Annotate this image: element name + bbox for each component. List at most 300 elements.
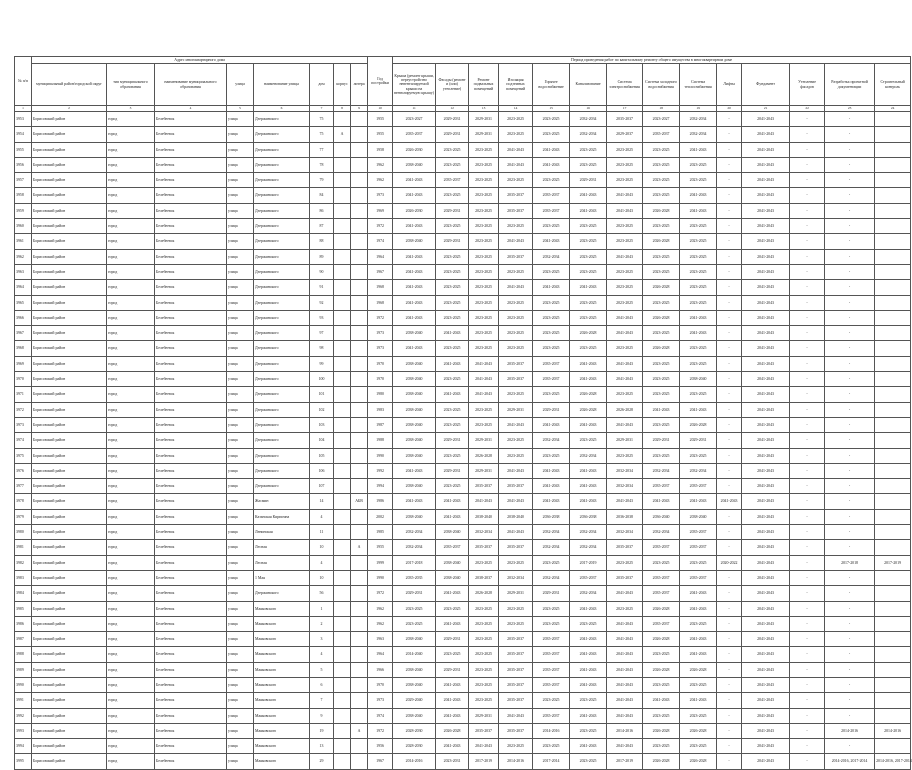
table-cell: 3983 xyxy=(15,570,32,585)
table-cell: 2002 xyxy=(368,509,393,524)
table-cell xyxy=(334,387,351,402)
table-cell: 3990 xyxy=(15,677,32,692)
col-number: 2 xyxy=(32,106,107,112)
table-cell: - xyxy=(717,203,742,218)
table-cell: Борисовский район xyxy=(32,280,107,295)
table-cell: Борисовский район xyxy=(32,142,107,157)
table-cell xyxy=(334,280,351,295)
col-header: Крыша (ремонт крыши, переустройство невентилируемой крыши на вентилируемую крышу) xyxy=(393,64,436,106)
table-cell: - xyxy=(790,570,825,585)
table-row xyxy=(15,494,911,509)
table-cell: 2023-2025 xyxy=(533,264,570,279)
table-cell: 14 xyxy=(310,494,334,509)
table-cell: Лесная xyxy=(254,555,310,570)
table-cell xyxy=(334,754,351,769)
table-cell: Дзержинского xyxy=(254,173,310,188)
table-cell: 2023-2025 xyxy=(436,417,469,432)
table-cell: 1973 xyxy=(368,326,393,341)
table-cell: улица xyxy=(227,739,254,754)
table-cell: Дзержинского xyxy=(254,203,310,218)
table-cell: - xyxy=(717,433,742,448)
table-cell: - xyxy=(790,525,825,540)
table-cell xyxy=(875,280,911,295)
table-cell xyxy=(351,693,368,708)
table-cell: 2023-2025 xyxy=(469,203,499,218)
table-cell xyxy=(351,341,368,356)
col-number: 18 xyxy=(643,106,680,112)
table-cell: 1990 xyxy=(368,448,393,463)
table-cell: Маяковского xyxy=(254,708,310,723)
table-cell: 2041-2043 xyxy=(570,647,607,662)
table-cell: 2023-2025 xyxy=(469,402,499,417)
table-cell: Борисовский район xyxy=(32,295,107,310)
table-cell: 2041-2043 xyxy=(570,739,607,754)
table-cell: - xyxy=(790,708,825,723)
table-cell: - xyxy=(825,173,875,188)
table-cell: 2038-2040 xyxy=(393,387,436,402)
table-cell: 2017-2019 xyxy=(607,754,643,769)
col-number: 19 xyxy=(680,106,717,112)
table-cell: - xyxy=(717,601,742,616)
table-cell xyxy=(875,632,911,647)
table-cell: 2035-2037 xyxy=(643,570,680,585)
table-cell: 2023-2025 xyxy=(469,601,499,616)
table-cell: улица xyxy=(227,601,254,616)
table-cell: улица xyxy=(227,570,254,585)
table-cell: Маяковского xyxy=(254,677,310,692)
table-cell: 2041-2043 xyxy=(742,142,790,157)
table-cell: 2029-2031 xyxy=(436,234,469,249)
table-cell xyxy=(875,570,911,585)
table-cell: 2036-2040 xyxy=(643,509,680,524)
table-cell xyxy=(875,739,911,754)
table-cell: - xyxy=(717,249,742,264)
table-cell xyxy=(334,708,351,723)
table-cell xyxy=(875,586,911,601)
table-cell: 2023-2025 xyxy=(533,310,570,325)
table-cell: Белебеевск xyxy=(155,525,227,540)
col-header: Система холодного водоснабжения xyxy=(643,64,680,106)
table-cell: 2035-2037 xyxy=(643,127,680,142)
table-cell: 2023-2025 xyxy=(533,341,570,356)
table-cell: 2023-2025 xyxy=(607,341,643,356)
table-cell: Борисовский район xyxy=(32,219,107,234)
table-cell: 2029-2037 xyxy=(607,127,643,142)
table-cell: 3974 xyxy=(15,433,32,448)
table-cell: - xyxy=(825,127,875,142)
table-cell: 2023-2025 xyxy=(533,295,570,310)
col-number: 13 xyxy=(469,106,499,112)
table-cell xyxy=(334,739,351,754)
table-cell: улица xyxy=(227,295,254,310)
table-cell: 2041-2043 xyxy=(643,494,680,509)
table-cell: Белебеевск xyxy=(155,219,227,234)
table-cell: Дзержинского xyxy=(254,264,310,279)
table-cell: 2023-2025 xyxy=(680,708,717,723)
table-cell: - xyxy=(825,632,875,647)
table-cell: Дзержинского xyxy=(254,219,310,234)
table-cell: 2032-2034 xyxy=(607,525,643,540)
table-cell: Белебеевск xyxy=(155,356,227,371)
table-cell: 2032-2034 xyxy=(643,525,680,540)
table-cell: 2026-2030 xyxy=(393,203,436,218)
table-cell: 2023-2025 xyxy=(680,616,717,631)
table-cell: 2035-2037 xyxy=(533,632,570,647)
table-row xyxy=(15,754,911,769)
table-cell: 2023-2025 xyxy=(499,616,533,631)
table-cell: 2023-2025 xyxy=(607,601,643,616)
table-cell: 10 xyxy=(310,570,334,585)
table-cell: - xyxy=(825,372,875,387)
table-cell: 2041-2043 xyxy=(680,326,717,341)
table-cell: 2035-2037 xyxy=(680,479,717,494)
table-cell: 2017-2014 xyxy=(533,754,570,769)
table-cell: улица xyxy=(227,677,254,692)
table-cell: Белебеевск xyxy=(155,677,227,692)
table-cell: 2026-2028 xyxy=(570,326,607,341)
table-cell: - xyxy=(825,326,875,341)
table-cell: 2023-2025 xyxy=(533,739,570,754)
table-cell: Белебеевск xyxy=(155,417,227,432)
table-cell xyxy=(334,310,351,325)
table-cell xyxy=(875,203,911,218)
table-cell: 2032-2034 xyxy=(570,112,607,127)
table-cell: Белебеевск xyxy=(155,739,227,754)
table-cell: Дзержинского xyxy=(254,448,310,463)
table-cell: 3964 xyxy=(15,280,32,295)
table-cell: Борисовский район xyxy=(32,509,107,524)
table-cell: город xyxy=(107,647,155,662)
table-cell: Белебеевск xyxy=(155,280,227,295)
table-cell: улица xyxy=(227,586,254,601)
table-cell: 105 xyxy=(310,448,334,463)
table-cell: 2041-2043 xyxy=(742,662,790,677)
table-cell: город xyxy=(107,677,155,692)
table-cell: 2014-2016, 2017-2014 xyxy=(825,754,875,769)
table-cell: 2041-2043 xyxy=(570,463,607,478)
table-cell: - xyxy=(825,647,875,662)
table-cell xyxy=(351,142,368,157)
table-cell: 2023-2025 xyxy=(607,555,643,570)
table-cell: 2041-2043 xyxy=(742,112,790,127)
table-cell: 2041-2043 xyxy=(469,739,499,754)
table-cell: 2023-2025 xyxy=(643,372,680,387)
col-header: тип муниципального образования xyxy=(107,64,155,106)
header-group-row xyxy=(15,57,911,64)
table-cell: 2023-2025 xyxy=(499,173,533,188)
col-header: Ремонт подвальных помещений xyxy=(469,64,499,106)
col-number: 21 xyxy=(742,106,790,112)
table-cell: 3977 xyxy=(15,479,32,494)
table-cell: - xyxy=(717,219,742,234)
table-cell xyxy=(351,310,368,325)
table-cell: улица xyxy=(227,341,254,356)
table-cell: 2023-2025 xyxy=(680,264,717,279)
table-row xyxy=(15,142,911,157)
table-row xyxy=(15,601,911,616)
table-cell: - xyxy=(825,295,875,310)
table-row xyxy=(15,433,911,448)
table-cell xyxy=(875,372,911,387)
table-cell: город xyxy=(107,662,155,677)
table-cell: 2038-2040 xyxy=(393,326,436,341)
table-cell: 2041-2043 xyxy=(570,203,607,218)
table-cell: улица xyxy=(227,540,254,555)
table-cell: 92 xyxy=(310,295,334,310)
table-cell: 2035-2037 xyxy=(533,647,570,662)
table-cell: 1963 xyxy=(368,632,393,647)
table-cell: Белебеевск xyxy=(155,127,227,142)
table-cell: 2023-2025 xyxy=(469,310,499,325)
table-cell: 2041-2043 xyxy=(436,616,469,631)
table-cell: 6 xyxy=(310,677,334,692)
table-cell: 2032-2034 xyxy=(393,525,436,540)
col-header: дом xyxy=(310,64,334,106)
table-row xyxy=(15,372,911,387)
table-cell: улица xyxy=(227,356,254,371)
table-cell: город xyxy=(107,433,155,448)
table-cell: - xyxy=(717,127,742,142)
table-cell: 2023-2025 xyxy=(570,219,607,234)
table-row xyxy=(15,112,911,127)
table-cell: 2041-2043 xyxy=(742,601,790,616)
table-cell: 2038-2040 xyxy=(393,479,436,494)
table-cell: 2026-2028 xyxy=(643,203,680,218)
table-cell: 2023-2025 xyxy=(680,739,717,754)
table-cell: - xyxy=(790,173,825,188)
col-number: 3 xyxy=(107,106,155,112)
table-cell: 1988 xyxy=(368,433,393,448)
table-cell xyxy=(334,356,351,371)
col-header: Строительный контроль xyxy=(875,64,911,106)
table-cell: город xyxy=(107,479,155,494)
table-cell: 2028-2030 xyxy=(393,723,436,738)
table-cell: 2029-2031 xyxy=(393,586,436,601)
table-cell xyxy=(875,494,911,509)
table-cell: Дзержинского xyxy=(254,157,310,172)
table-cell xyxy=(334,157,351,172)
table-cell: 2038-2040 xyxy=(393,632,436,647)
table-cell: - xyxy=(790,341,825,356)
table-cell: 100 xyxy=(310,372,334,387)
table-cell xyxy=(334,570,351,585)
table-cell: - xyxy=(790,356,825,371)
table-cell: 2023-2025 xyxy=(499,295,533,310)
table-cell xyxy=(334,479,351,494)
table-cell: 2023-2025 xyxy=(607,219,643,234)
table-cell xyxy=(875,662,911,677)
table-cell: Белебеевск xyxy=(155,754,227,769)
table-cell: 2026-2028 xyxy=(643,662,680,677)
col-header: Фасады (ремонт и (или) утепление) xyxy=(436,64,469,106)
table-cell: 2023-2025 xyxy=(469,142,499,157)
table-row xyxy=(15,739,911,754)
table-cell: 2035-2037 xyxy=(499,372,533,387)
col-header: Утепление фасадов xyxy=(790,64,825,106)
table-cell xyxy=(875,540,911,555)
table-cell: 2041-2043 xyxy=(607,188,643,203)
table-cell: 2026-2030 xyxy=(393,142,436,157)
table-cell: город xyxy=(107,509,155,524)
table-cell: 2038-2040 xyxy=(393,662,436,677)
col-number: 17 xyxy=(607,106,643,112)
table-cell: 2023-2025 xyxy=(680,341,717,356)
table-cell: - xyxy=(825,142,875,157)
table-cell: 2014-2040 xyxy=(393,647,436,662)
header-column-row xyxy=(15,64,911,106)
table-cell: город xyxy=(107,112,155,127)
table-cell: город xyxy=(107,326,155,341)
table-cell: 99 xyxy=(310,356,334,371)
table-cell: 2041-2043 xyxy=(469,356,499,371)
table-cell: 2023-2025 xyxy=(680,448,717,463)
table-cell: 2026-2028 xyxy=(643,341,680,356)
table-row xyxy=(15,647,911,662)
table-cell: улица xyxy=(227,632,254,647)
table-cell: 1 Мая xyxy=(254,570,310,585)
table-cell: 2035-2037 xyxy=(680,540,717,555)
table-cell: - xyxy=(825,463,875,478)
table-cell: 2023-2025 xyxy=(436,402,469,417)
table-cell: - xyxy=(717,677,742,692)
table-cell: Дзержинского xyxy=(254,586,310,601)
table-cell xyxy=(334,173,351,188)
table-cell: - xyxy=(790,249,825,264)
table-cell: 2023-2025 xyxy=(643,356,680,371)
table-cell: - xyxy=(825,188,875,203)
table-cell: 2026-2028 xyxy=(469,448,499,463)
table-cell xyxy=(351,249,368,264)
table-cell: А xyxy=(334,127,351,142)
table-cell: 75 xyxy=(310,127,334,142)
table-cell: 2026-2028 xyxy=(643,723,680,738)
table-cell: 2023-2025 xyxy=(570,723,607,738)
table-cell: 2023-2025 xyxy=(533,326,570,341)
table-cell: 7 xyxy=(310,693,334,708)
table-cell: 2036-2038 xyxy=(607,509,643,524)
table-cell xyxy=(875,127,911,142)
table-cell: 2035-2037 xyxy=(570,570,607,585)
table-cell: 101 xyxy=(310,387,334,402)
table-cell: 2035-2037 xyxy=(533,356,570,371)
table-cell: 104 xyxy=(310,433,334,448)
table-cell: 2023-2025 xyxy=(607,295,643,310)
table-cell xyxy=(875,310,911,325)
table-cell: 2026-2028 xyxy=(643,234,680,249)
table-cell: 2041-2043 xyxy=(533,142,570,157)
table-cell: - xyxy=(717,662,742,677)
table-cell: 2041-2043 xyxy=(393,249,436,264)
table-cell: - xyxy=(825,203,875,218)
table-cell: улица xyxy=(227,142,254,157)
table-cell: 2023-2025 xyxy=(643,555,680,570)
table-cell: 3995 xyxy=(15,754,32,769)
col-header: Год постройки xyxy=(368,57,393,106)
table-cell: 2041-2043 xyxy=(570,280,607,295)
table-cell: Дзержинского xyxy=(254,479,310,494)
table-cell: - xyxy=(825,601,875,616)
table-cell: - xyxy=(790,739,825,754)
table-cell: 2023-2025 xyxy=(680,249,717,264)
table-cell: Борисовский район xyxy=(32,570,107,585)
table-cell: 2041-2043 xyxy=(742,219,790,234)
table-cell: 2041-2043 xyxy=(607,326,643,341)
col-number: 10 xyxy=(368,106,393,112)
table-cell: - xyxy=(790,203,825,218)
table-cell: город xyxy=(107,463,155,478)
table-cell: Дзержинского xyxy=(254,433,310,448)
table-cell: 2035-2037 xyxy=(643,540,680,555)
col-header: Лифты xyxy=(717,64,742,106)
table-cell: 2041-2043 xyxy=(607,739,643,754)
table-cell: 2020-2022 xyxy=(717,555,742,570)
table-cell: 2023-2025 xyxy=(469,295,499,310)
table-cell: - xyxy=(825,586,875,601)
table-cell: улица xyxy=(227,417,254,432)
table-cell: 2023-2031 xyxy=(436,754,469,769)
table-cell: 106 xyxy=(310,463,334,478)
table-cell: 1987 xyxy=(368,417,393,432)
table-cell: 2041-2043 xyxy=(393,310,436,325)
table-cell xyxy=(875,173,911,188)
table-cell: Борисовский район xyxy=(32,310,107,325)
table-cell xyxy=(875,219,911,234)
table-cell: 2041-2043 xyxy=(533,494,570,509)
table-cell: 2029-2031 xyxy=(469,463,499,478)
table-cell: 2038-2040 xyxy=(393,234,436,249)
table-cell: 2029-2031 xyxy=(436,112,469,127)
table-cell: Белебеевск xyxy=(155,555,227,570)
table-cell: Белебеевск xyxy=(155,249,227,264)
table-cell: - xyxy=(717,356,742,371)
table-cell: 2041-2043 xyxy=(436,739,469,754)
table-cell: - xyxy=(790,479,825,494)
table-cell: 5 xyxy=(310,662,334,677)
table-cell: 2038-2040 xyxy=(680,372,717,387)
table-cell: 2035-2037 xyxy=(533,677,570,692)
table-cell: 2036-2038 xyxy=(533,509,570,524)
table-cell: 1970 xyxy=(368,356,393,371)
table-cell: 2041-2043 xyxy=(742,417,790,432)
table-cell: 2017-2018 xyxy=(393,555,436,570)
table-cell xyxy=(351,662,368,677)
table-cell: 1968 xyxy=(368,295,393,310)
table-cell: - xyxy=(717,463,742,478)
table-cell: 2029-2031 xyxy=(436,662,469,677)
table-cell: 2014-2016 xyxy=(607,723,643,738)
table-cell: 2023-2025 xyxy=(607,387,643,402)
table-cell: 2041-2043 xyxy=(742,586,790,601)
table-cell: 2041-2043 xyxy=(607,249,643,264)
table-cell: 2023-2025 xyxy=(436,249,469,264)
table-cell: - xyxy=(790,127,825,142)
table-body xyxy=(15,112,911,770)
table-cell: 2032-2034 xyxy=(570,586,607,601)
table-cell: 19 xyxy=(310,723,334,738)
table-row xyxy=(15,326,911,341)
table-cell: город xyxy=(107,295,155,310)
table-cell: 2023-2025 xyxy=(570,234,607,249)
table-cell: 2029-2031 xyxy=(499,586,533,601)
table-cell: 2023-2025 xyxy=(643,417,680,432)
table-row xyxy=(15,677,911,692)
table-cell: 97 xyxy=(310,326,334,341)
table-cell: 2035-2037 xyxy=(607,570,643,585)
table-cell: 1956 xyxy=(368,739,393,754)
table-cell: Маяковского xyxy=(254,754,310,769)
table-cell: город xyxy=(107,555,155,570)
table-cell: Белебеевск xyxy=(155,142,227,157)
